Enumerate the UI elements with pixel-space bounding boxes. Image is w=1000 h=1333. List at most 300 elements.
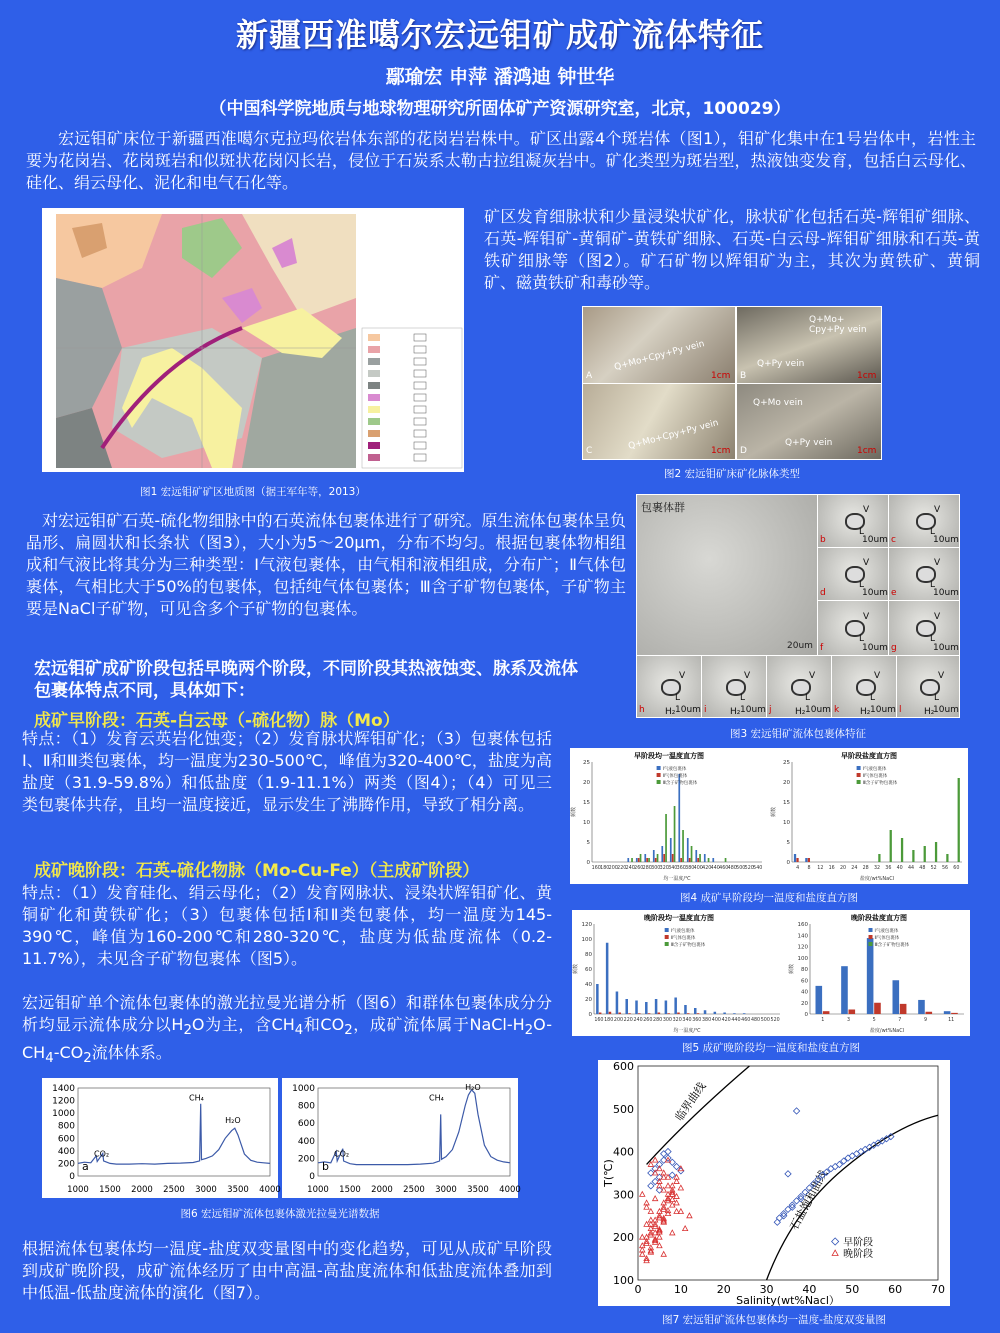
legend-swatch bbox=[869, 942, 873, 946]
fig6-spectrum-a bbox=[42, 1078, 281, 1198]
late-stage-point bbox=[678, 1209, 683, 1214]
fig3-l-label: L bbox=[859, 580, 865, 590]
y-tick-label: 0 bbox=[804, 1012, 808, 1018]
early-stage-point bbox=[665, 1148, 671, 1154]
fig3-h2-label: H₂ bbox=[924, 706, 935, 717]
y-tick-label: 20 bbox=[583, 780, 590, 786]
x-tick-label: 28 bbox=[862, 866, 869, 871]
early-stage-point bbox=[673, 1163, 679, 1169]
histogram-bar bbox=[665, 1001, 668, 1015]
y-tick-label: 25 bbox=[783, 760, 790, 766]
y-tick-label: 0 bbox=[588, 1012, 592, 1018]
fig2-photo-b bbox=[737, 307, 881, 383]
histogram-bar bbox=[944, 1011, 951, 1014]
panel-letter: b bbox=[322, 1160, 329, 1173]
legend-label: Ⅲ含子矿物包裹体 bbox=[662, 781, 698, 786]
fig3-scale-10: 10um bbox=[933, 643, 959, 653]
fig2-b-vein2-label: Q+Py vein bbox=[757, 359, 805, 369]
early-stage-point bbox=[781, 1211, 787, 1217]
late-stage-point bbox=[678, 1185, 683, 1190]
y-tick-label: 100 bbox=[797, 955, 808, 962]
y-tick-label: 1000 bbox=[292, 1084, 315, 1094]
x-axis-label: 均一温度/℃ bbox=[663, 876, 691, 882]
fig2-photo-c bbox=[583, 384, 735, 459]
x-tick-label: 1 bbox=[821, 1018, 825, 1023]
fig3-scale-10: 10um bbox=[862, 535, 888, 545]
chart-title: 早阶段均一温度直方图 bbox=[634, 752, 704, 760]
x-tick-label: 1500 bbox=[99, 1185, 121, 1195]
y-tick-label: 15 bbox=[783, 800, 790, 806]
fig2-b-scale: 1cm bbox=[857, 371, 877, 381]
y-tick-label: 200 bbox=[613, 1231, 634, 1245]
histogram-bar bbox=[655, 858, 657, 862]
histogram-bar bbox=[704, 1010, 707, 1014]
x-tick-label: 340 bbox=[668, 866, 678, 871]
x-tick-label: 240 bbox=[625, 866, 635, 871]
late-stage-point bbox=[665, 1183, 670, 1188]
x-tick-label: 48 bbox=[919, 866, 926, 871]
histogram-bar bbox=[680, 858, 682, 862]
fig3-photo-j bbox=[767, 656, 831, 717]
fig2-d-scale: 1cm bbox=[857, 446, 877, 456]
x-tick-label: 420 bbox=[702, 866, 712, 871]
y-tick-label: 500 bbox=[613, 1102, 634, 1116]
histogram-bar bbox=[606, 943, 609, 1014]
y-tick-label: 400 bbox=[297, 1136, 315, 1147]
fig7-th-salinity-diagram bbox=[598, 1060, 950, 1306]
fig3-letter: b bbox=[820, 535, 826, 545]
fig4-temperature-histogram bbox=[570, 748, 768, 884]
fig3-l-label: L bbox=[870, 692, 876, 703]
y-tick-label: 40 bbox=[585, 982, 592, 988]
y-tick-label: 300 bbox=[613, 1188, 634, 1202]
y-tick-label: 140 bbox=[797, 933, 808, 940]
x-tick-label: 240 bbox=[633, 1018, 643, 1023]
fig3-v-label: V bbox=[934, 558, 941, 568]
fig3-l-label: L bbox=[930, 580, 936, 590]
fig2-a-vein-label: Q+Mo+Cpy+Py vein bbox=[613, 339, 706, 373]
y-axis-label: 频数 bbox=[573, 963, 579, 975]
histogram-bar bbox=[689, 858, 691, 862]
x-tick-label: 440 bbox=[710, 866, 720, 871]
fig3-letter: f bbox=[820, 643, 824, 653]
legend-label: Ⅲ含子矿物包裹体 bbox=[862, 781, 898, 786]
fig2-a-letter: A bbox=[586, 371, 593, 381]
fig4-histograms bbox=[570, 748, 968, 884]
fig3-v-label: V bbox=[874, 670, 881, 681]
x-axis-label: 盐度/wt%NaCl bbox=[869, 1028, 905, 1034]
chart-title: 晚阶段盐度直方图 bbox=[851, 914, 907, 922]
late-stage-title: 成矿晚阶段：石英-硫化物脉（Mo-Cu-Fe）（主成矿阶段） bbox=[34, 861, 480, 881]
fig2-c-scale: 1cm bbox=[711, 446, 731, 456]
histogram-bar bbox=[645, 1002, 648, 1014]
fig1-caption: 图1 宏远钼矿矿区地质图（据王军年等，2013） bbox=[140, 486, 366, 498]
x-tick-label: 24 bbox=[851, 866, 858, 871]
histogram-bar bbox=[794, 854, 796, 862]
fig1-geologic-map bbox=[42, 208, 464, 472]
histogram-bar bbox=[638, 1013, 641, 1014]
x-tick-label: 50 bbox=[845, 1283, 860, 1296]
legend-early-label: 早阶段 bbox=[843, 1237, 874, 1249]
y-tick-label: 10 bbox=[583, 820, 590, 826]
intro-paragraph: 宏远钼矿床位于新疆西准噶尔克拉玛依岩体东部的花岗岩岩株中。矿区出露4个斑岩体（图1），钼矿化集中在1号岩体中，岩性主要为花岗岩、花岗斑岩和似斑状花岗闪长岩，侵位于石炭系太勒古拉组凝灰岩中。矿化类型为斑岩型，热液蚀变发育，包括白云母化、硅化、绢云母化、泥化和电气石化等。 bbox=[26, 129, 976, 192]
legend-swatch bbox=[665, 935, 669, 939]
fig3-letter: e bbox=[891, 588, 897, 598]
histogram-bar bbox=[926, 1012, 933, 1014]
fig3-l-label: L bbox=[675, 692, 681, 703]
fig3-photo-a bbox=[637, 495, 817, 655]
peak-label-ch4: CH₄ bbox=[188, 1093, 204, 1103]
x-tick-label: 300 bbox=[651, 866, 661, 871]
histogram-bar bbox=[665, 814, 667, 862]
x-tick-label: 380 bbox=[702, 1018, 712, 1023]
x-tick-label: 3500 bbox=[227, 1185, 249, 1195]
histogram-bar bbox=[890, 830, 892, 862]
fig3-v-label: V bbox=[679, 670, 686, 681]
x-axis-label: Salinity(wt%Nacl） bbox=[736, 1294, 840, 1307]
halite-curve-label: 石盐饱和曲线 bbox=[787, 1167, 831, 1233]
fig5-temperature-histogram bbox=[572, 910, 786, 1036]
fig3-l-label: L bbox=[740, 692, 746, 703]
fig3-letter: h bbox=[639, 705, 645, 715]
y-tick-label: 100 bbox=[581, 937, 592, 943]
fig3-scale-10: 10um bbox=[862, 643, 888, 653]
y-tick-label: 10 bbox=[783, 820, 790, 826]
x-tick-label: 420 bbox=[721, 1018, 731, 1023]
histogram-bar bbox=[712, 858, 714, 862]
x-tick-label: 360 bbox=[692, 1018, 702, 1023]
fig3-l-label: L bbox=[934, 692, 940, 703]
panel-letter: a bbox=[82, 1160, 89, 1173]
histogram-bar bbox=[691, 846, 693, 862]
histogram-bar bbox=[667, 1013, 670, 1014]
histogram-bar bbox=[646, 858, 648, 862]
early-stage-point bbox=[785, 1206, 791, 1212]
conclusion-paragraph: 根据流体包裹体均一温度-盐度双变量图中的变化趋势，可见从成矿早阶段到成矿晚阶段，成矿流体经历了由中高温-高盐度流体和低盐度流体叠加到中低温-低盐度流体的演化（图7）。 bbox=[22, 1239, 552, 1302]
fig2-c-letter: C bbox=[586, 446, 593, 456]
histogram-bar bbox=[893, 980, 900, 1014]
late-stage-point bbox=[661, 1252, 666, 1257]
y-tick-label: 200 bbox=[57, 1159, 75, 1170]
fig3-photo-b bbox=[818, 495, 888, 547]
x-tick-label: 380 bbox=[685, 866, 695, 871]
fig3-scale-10: 10um bbox=[870, 705, 896, 715]
histogram-bar bbox=[640, 854, 642, 862]
histogram-bar bbox=[670, 838, 672, 862]
histogram-bar bbox=[653, 850, 655, 862]
fig3-photo-l bbox=[897, 656, 959, 717]
histogram-bar bbox=[631, 858, 633, 862]
x-tick-label: 20 bbox=[839, 866, 847, 871]
fig3-letter: k bbox=[834, 705, 840, 715]
y-tick-label: 15 bbox=[583, 800, 590, 806]
x-tick-label: 20 bbox=[716, 1283, 731, 1296]
x-tick-label: 4000 bbox=[499, 1185, 521, 1195]
y-tick-label: 80 bbox=[801, 967, 808, 973]
legend-label: Ⅱ气体包裹体 bbox=[874, 936, 900, 941]
legend-swatch bbox=[657, 773, 661, 777]
x-tick-label: 2000 bbox=[371, 1185, 393, 1195]
x-tick-label: 1500 bbox=[339, 1185, 361, 1195]
legend-swatch bbox=[857, 766, 861, 770]
fig2-b-letter: B bbox=[740, 371, 747, 381]
early-stage-point bbox=[793, 1198, 799, 1204]
fig3-letter: l bbox=[899, 705, 902, 715]
histogram-bar bbox=[874, 1003, 881, 1014]
fig3-l-label: L bbox=[859, 527, 865, 537]
histogram-bar bbox=[618, 1013, 621, 1015]
fig3-scale-10: 10um bbox=[862, 588, 888, 598]
fig3-scale-10: 10um bbox=[933, 535, 959, 545]
x-tick-label: 1000 bbox=[67, 1185, 89, 1195]
y-tick-label: 800 bbox=[297, 1101, 315, 1112]
peak-label-h2o: H₂O bbox=[225, 1116, 241, 1126]
x-tick-label: 520 bbox=[770, 1018, 780, 1023]
affiliation: （中国科学院地质与地球物理研究所固体矿产资源研究室，北京，100029） bbox=[209, 99, 791, 119]
fig3-scale-10: 10um bbox=[675, 705, 701, 715]
y-tick-label: 0 bbox=[586, 860, 590, 866]
critical-curve-label: 临界曲线 bbox=[672, 1079, 709, 1124]
y-tick-label: 0 bbox=[786, 860, 790, 866]
fig3-v-label: V bbox=[934, 612, 941, 622]
histogram-bar bbox=[946, 854, 948, 862]
histogram-bar bbox=[635, 1001, 638, 1015]
x-tick-label: 0 bbox=[634, 1283, 642, 1296]
late-stage-point bbox=[653, 1157, 658, 1162]
y-tick-label: 0 bbox=[69, 1172, 75, 1182]
early-stage-point bbox=[781, 1213, 787, 1219]
x-tick-label: 260 bbox=[634, 866, 644, 871]
fig3-photo-g bbox=[889, 601, 959, 655]
histogram-bar bbox=[596, 984, 599, 1014]
y-tick-label: 1200 bbox=[52, 1096, 75, 1107]
x-tick-label: 200 bbox=[608, 866, 618, 871]
histogram-bar bbox=[609, 1012, 612, 1014]
x-tick-label: 60 bbox=[953, 866, 960, 871]
fig3-photo-e bbox=[889, 548, 959, 600]
x-tick-label: 32 bbox=[873, 866, 881, 871]
legend-swatch bbox=[869, 935, 873, 939]
legend-label: Ⅱ气体包裹体 bbox=[662, 774, 688, 779]
peak-label-co2: CO₂ bbox=[94, 1149, 110, 1159]
early-stage-point bbox=[785, 1171, 791, 1177]
x-tick-label: 40 bbox=[896, 866, 903, 871]
x-tick-label: 520 bbox=[744, 866, 754, 871]
x-tick-label: 220 bbox=[617, 866, 627, 871]
legend-late-marker bbox=[832, 1250, 838, 1256]
x-tick-label: 500 bbox=[736, 866, 746, 871]
stage-intro: 宏远钼矿成矿阶段包括早晚两个阶段，不同阶段其热液蚀变、脉系及流体包裹体特点不同，具体如下： bbox=[34, 659, 578, 701]
histogram-bar bbox=[677, 1013, 680, 1015]
x-axis-label: 均一温度/℃ bbox=[673, 1028, 701, 1034]
histogram-bar bbox=[636, 858, 638, 862]
fig3-photo-h bbox=[637, 656, 701, 717]
legend-label: Ⅱ气体包裹体 bbox=[862, 774, 888, 779]
fig3-photo-k bbox=[832, 656, 896, 717]
fig3-scale-10: 10um bbox=[933, 588, 959, 598]
fig3-v-label: V bbox=[863, 505, 870, 515]
late-stage-text: 特点：（1）发育硅化、绢云母化；（2）发育网脉状、浸染状辉钼矿化、黄铜矿化和黄铁矿化；（3）包裹体包括Ⅰ和Ⅱ类包裹体，均一温度为145-390℃，峰值为160-200℃和280-320℃，盐度为低盐度流体（0.2-11.7%），未见含子矿物包裹体（图5）。 bbox=[22, 883, 552, 968]
late-stage-point bbox=[683, 1226, 688, 1231]
x-tick-label: 36 bbox=[885, 866, 892, 871]
legend-late-label: 晚阶段 bbox=[843, 1249, 874, 1261]
x-tick-label: 60 bbox=[888, 1283, 903, 1296]
histogram-bar bbox=[816, 986, 823, 1014]
fig3-caption: 图3 宏远钼矿流体包裹体特征 bbox=[729, 728, 867, 740]
late-stage-point bbox=[670, 1230, 675, 1235]
histogram-bar bbox=[796, 858, 798, 862]
x-tick-label: 360 bbox=[676, 866, 686, 871]
fig3-v-label: V bbox=[938, 670, 945, 681]
x-tick-label: 320 bbox=[659, 866, 669, 871]
histogram-bar bbox=[823, 1011, 830, 1014]
fig3-letter: g bbox=[891, 643, 897, 653]
x-tick-label: 280 bbox=[653, 1018, 663, 1023]
fig3-letter: j bbox=[769, 705, 772, 715]
y-tick-label: 5 bbox=[786, 840, 790, 846]
y-tick-label: 600 bbox=[613, 1060, 634, 1073]
early-stage-point bbox=[661, 1151, 667, 1157]
x-axis-label: 盐度/wt%NaCl bbox=[859, 876, 895, 882]
authors: 鄢瑜宏 申萍 潘鸿迪 钟世华 bbox=[385, 66, 615, 88]
x-tick-label: 260 bbox=[643, 1018, 653, 1023]
legend-swatch bbox=[657, 766, 661, 770]
y-tick-label: 400 bbox=[57, 1146, 75, 1157]
early-stage-text: 特点：（1）发育云英岩化蚀变；（2）发育脉状辉钼矿化；（3）包裹体包括Ⅰ、Ⅱ和Ⅲ类包裹体，均一温度为230-500℃，峰值为320-400℃，盐度为高盐度（31.9-59.8%）和低盐度（1.9-11.1%）两类（图4）；（4）可见三类包裹体共存，且均一温度接近，显示发生了沸腾作用，导致了相分离。 bbox=[22, 729, 552, 814]
histogram-bar bbox=[628, 1013, 631, 1014]
early-stage-point bbox=[774, 1219, 780, 1225]
histogram-bar bbox=[733, 1013, 736, 1014]
fig2-caption: 图2 宏远钼矿床矿化脉体类型 bbox=[663, 468, 801, 480]
y-tick-label: 5 bbox=[586, 840, 590, 846]
y-axis-label: T(℃) bbox=[602, 1159, 615, 1187]
legend-label: Ⅲ含子矿物包裹体 bbox=[670, 943, 706, 948]
legend-swatch bbox=[869, 928, 873, 932]
x-tick-label: 2000 bbox=[131, 1185, 153, 1195]
x-tick-label: 3500 bbox=[467, 1185, 489, 1195]
vein-paragraph: 矿区发育细脉状和少量浸染状矿化，脉状矿化包括石英-辉钼矿细脉、石英-辉钼矿-黄铜矿-黄铁矿细脉、石英-白云母-辉钼矿细脉和石英-黄铁矿细脉等（图2）。矿石矿物以辉钼矿为主，其次为黄铁矿、黄铜矿、磁黄铁矿和毒砂等。 bbox=[484, 207, 980, 292]
x-tick-label: 480 bbox=[750, 1018, 761, 1023]
legend-label: Ⅱ气体包裹体 bbox=[670, 936, 696, 941]
raman-paragraph: 宏远钼矿单个流体包裹体的激光拉曼光谱分析（图6）和群体包裹体成分分析均显示流体成分以$H_2O$为主，含$CH_4$和$CO_2$，成矿流体属于NaCl-$H_2O-CH_4-CO_2$流体体系。 bbox=[22, 993, 552, 1067]
fig2-photo-a bbox=[583, 307, 735, 383]
histogram-bar bbox=[657, 854, 659, 862]
histogram-bar bbox=[935, 842, 937, 862]
x-tick-label: 300 bbox=[662, 1018, 672, 1023]
fig6-spectrum-b bbox=[282, 1078, 521, 1198]
fig4-salinity-histogram bbox=[770, 748, 968, 884]
fig6-raman-a bbox=[42, 1078, 281, 1198]
histogram-bar bbox=[625, 999, 628, 1014]
legend-label: Ⅰ气液包裹体 bbox=[874, 929, 899, 934]
fig7-scatter-panel bbox=[598, 1060, 950, 1306]
x-tick-label: 1000 bbox=[307, 1185, 329, 1195]
x-tick-label: 9 bbox=[923, 1018, 928, 1023]
histogram-bar bbox=[638, 858, 640, 862]
y-tick-label: 20 bbox=[585, 997, 592, 1003]
y-tick-label: 60 bbox=[585, 967, 592, 973]
histogram-bar bbox=[849, 1010, 856, 1015]
fig3-photo-i bbox=[702, 656, 766, 717]
x-tick-label: 40 bbox=[802, 1283, 817, 1296]
fig3-l-label: L bbox=[930, 634, 936, 644]
poster-title: 新疆西准噶尔宏远钼矿成矿流体特征 bbox=[235, 16, 764, 54]
legend-label: Ⅲ含子矿物包裹体 bbox=[874, 943, 910, 948]
histogram-bar bbox=[655, 999, 658, 1014]
y-tick-label: 120 bbox=[797, 944, 808, 951]
fig2-photo-d bbox=[737, 384, 881, 459]
x-tick-label: 460 bbox=[741, 1018, 751, 1023]
fig3-l-label: L bbox=[859, 634, 865, 644]
late-stage-point bbox=[653, 1196, 658, 1201]
fig3-h2-label: H₂ bbox=[730, 706, 741, 717]
x-tick-label: 8 bbox=[807, 866, 811, 871]
late-stage-point bbox=[687, 1213, 692, 1218]
y-tick-label: 100 bbox=[613, 1274, 634, 1287]
early-stage-point bbox=[853, 1151, 859, 1157]
histogram-bar bbox=[627, 858, 629, 862]
x-tick-label: 480 bbox=[727, 866, 737, 871]
legend-label: Ⅰ气液包裹体 bbox=[662, 767, 687, 772]
fig5-histograms bbox=[572, 910, 970, 1036]
late-stage-point bbox=[678, 1166, 683, 1171]
fig3-photo-f bbox=[818, 601, 888, 655]
fig3-letter: c bbox=[891, 535, 896, 545]
late-stage-point bbox=[640, 1234, 645, 1239]
peak-label-h2o: H₂O bbox=[465, 1082, 481, 1092]
early-stage-point bbox=[789, 1202, 795, 1208]
histogram-bar bbox=[661, 846, 663, 862]
histogram-bar bbox=[695, 850, 697, 862]
legend-early-marker bbox=[832, 1238, 839, 1245]
histogram-bar bbox=[723, 1013, 726, 1015]
histogram-bar bbox=[743, 1013, 746, 1014]
y-axis-label: 频数 bbox=[571, 806, 577, 818]
histogram-bar bbox=[924, 846, 926, 862]
histogram-bar bbox=[674, 998, 677, 1015]
x-tick-label: 70 bbox=[931, 1283, 945, 1296]
histogram-bar bbox=[699, 854, 701, 862]
fig3-h2-label: H₂ bbox=[665, 706, 676, 717]
x-tick-label: 3 bbox=[846, 1018, 851, 1023]
x-tick-label: 4000 bbox=[259, 1185, 281, 1195]
fig6-caption: 图6 宏远钼矿流体包裹体激光拉曼光谱数据 bbox=[180, 1208, 380, 1220]
peak-label-ch4: CH₄ bbox=[428, 1093, 444, 1103]
x-tick-label: 400 bbox=[693, 866, 703, 871]
x-tick-label: 160 bbox=[591, 866, 601, 871]
histogram-bar bbox=[805, 858, 807, 862]
histogram-bar bbox=[697, 1013, 700, 1014]
x-tick-label: 160 bbox=[594, 1018, 604, 1023]
y-tick-label: 20 bbox=[801, 1000, 808, 1007]
histogram-bar bbox=[697, 858, 699, 862]
legend-label: Ⅰ气液包裹体 bbox=[862, 767, 887, 772]
fig5-caption: 图5 成矿晚阶段均一温度和盐度直方图 bbox=[681, 1042, 861, 1054]
histogram-bar bbox=[644, 854, 646, 862]
early-stage-point bbox=[793, 1108, 799, 1114]
x-tick-label: 200 bbox=[613, 1018, 624, 1023]
histogram-bar bbox=[841, 966, 848, 1014]
x-tick-label: 540 bbox=[753, 866, 763, 871]
fig6-raman-b bbox=[282, 1078, 521, 1198]
histogram-bar bbox=[694, 1008, 697, 1014]
late-stage-point bbox=[640, 1192, 645, 1197]
x-tick-label: 4 bbox=[796, 866, 800, 871]
histogram-bar bbox=[674, 806, 676, 862]
x-tick-label: 3000 bbox=[435, 1185, 457, 1195]
histogram-bar bbox=[708, 858, 710, 862]
y-tick-label: 400 bbox=[613, 1145, 634, 1159]
